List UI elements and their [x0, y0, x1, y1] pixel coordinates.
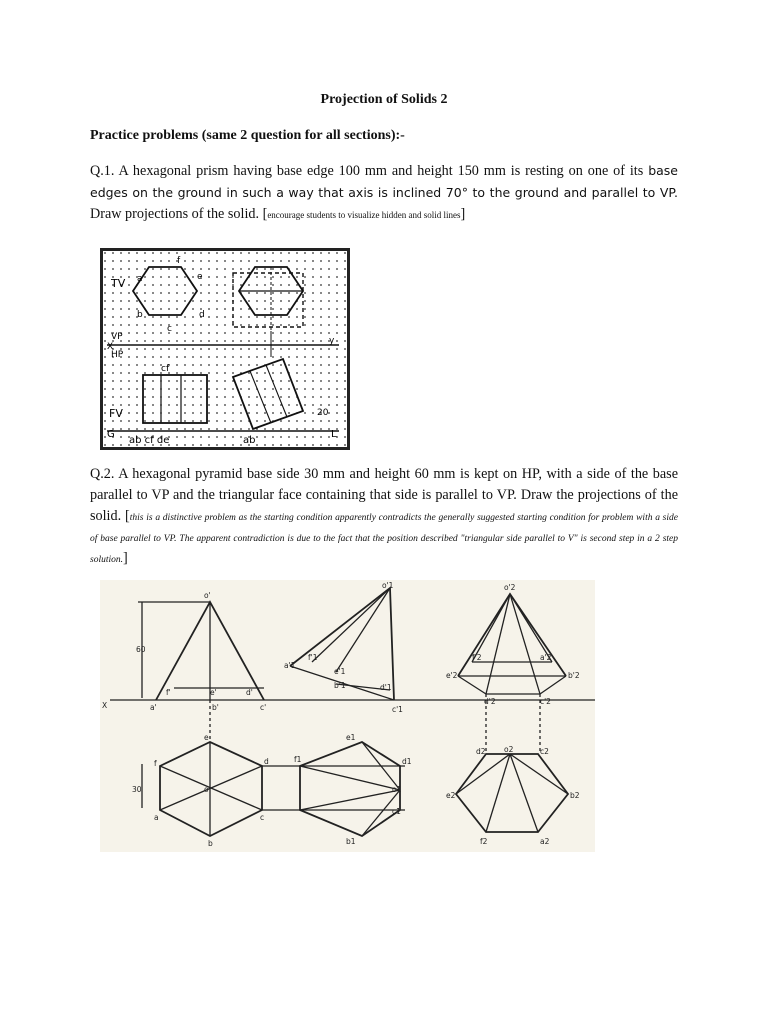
question-1: [90, 160, 678, 226]
label-o: o: [204, 785, 209, 794]
label-d-prime: d': [246, 688, 253, 697]
label-a: a: [154, 813, 159, 822]
label-o2: o2: [504, 745, 514, 754]
prism-projection-drawing: [103, 251, 347, 447]
question-1-text-1: Q.1. A hexagonal prism having base edge 100 mm and height 150 mm is resting on one of its: [90, 163, 649, 179]
label-c: c: [260, 813, 265, 822]
label-e: e: [197, 272, 203, 282]
label-d1-prime: d'1: [380, 683, 392, 692]
label-e-prime: e': [210, 688, 217, 697]
label-fv: FV: [109, 407, 123, 420]
question-2-note: this is a distinctive problem as the starting condition apparently contradicts the generally suggested starting condition for problem with a side of base parallel to VP. The apparent contradiction is due to the fact that the position described "triangular side parallel to V" is second step in a 2 step solution.: [90, 513, 678, 565]
label-c1: c1: [392, 807, 401, 816]
label-o1: o1: [392, 785, 402, 794]
label-d2-prime: d'2: [484, 697, 496, 706]
label-f-prime: f': [166, 688, 171, 697]
label-e2: e2: [446, 791, 456, 800]
label-e2-prime: e'2: [446, 671, 458, 680]
label-a2: a2: [540, 837, 550, 846]
label-a-prime: a': [150, 703, 157, 712]
label-d: d: [199, 310, 205, 320]
pyramid-projection-figure: [100, 580, 595, 852]
label-o1-prime: o'1: [382, 581, 394, 590]
label-20: 20: [317, 408, 329, 418]
label-vp: VP: [111, 332, 123, 342]
question-1-note: encourage students to visualize hidden and solid lines: [267, 210, 461, 220]
label-f2-prime: f'2: [472, 653, 482, 662]
label-f2: f2: [480, 837, 488, 846]
label-hp: HP: [111, 350, 124, 360]
label-tv: TV: [111, 277, 126, 290]
label-f1: f1: [294, 755, 302, 764]
dim-60: 60: [136, 645, 146, 654]
label-g: G: [107, 429, 115, 440]
label-e: e: [204, 733, 209, 742]
question-2: [90, 464, 678, 569]
question-1-close: ]: [460, 206, 466, 222]
question-1-text-3: Draw projections of the solid. [: [90, 206, 268, 222]
label-b1: b1: [346, 837, 356, 846]
label-e1-prime: e'1: [334, 667, 346, 676]
label-bottom-row: ab cf de: [129, 435, 170, 446]
label-b2: b2: [570, 791, 580, 800]
question-1-text-2: base edges on the ground in such a way that axis is inclined 70° to the ground and parallel to VP.: [90, 163, 678, 200]
label-c2-prime: c'2: [540, 697, 551, 706]
label-f: f: [177, 256, 181, 266]
label-y: y: [329, 336, 335, 346]
label-b-prime: b': [212, 703, 219, 712]
label-f: f: [154, 759, 157, 768]
dim-30: 30: [132, 785, 142, 794]
label-bottom-ab: ab: [243, 435, 256, 446]
label-d2: d2: [476, 747, 486, 756]
section-subtitle: Practice problems (same 2 question for all sections):-: [90, 128, 405, 143]
label-b: b: [137, 310, 143, 320]
label-f1-prime: f'1: [308, 653, 318, 662]
label-a1-prime: a'1: [284, 661, 296, 670]
label-e1: e1: [346, 733, 356, 742]
label-x: X: [102, 701, 108, 710]
question-2-close: ]: [123, 550, 128, 566]
label-d: d: [264, 757, 269, 766]
label-c: c: [167, 324, 172, 334]
label-c-prime: c': [260, 703, 267, 712]
label-o-prime: o': [204, 591, 211, 600]
label-d1: d1: [402, 757, 412, 766]
label-x: X: [107, 342, 114, 352]
label-b: b: [208, 839, 213, 848]
prism-projection-figure: [100, 248, 350, 450]
label-l: L: [331, 429, 337, 440]
label-o2-prime: o'2: [504, 583, 516, 592]
label-a: a: [137, 274, 143, 284]
label-c2: c2: [540, 747, 549, 756]
label-b1-prime: b'1: [334, 681, 346, 690]
label-cf: cf: [161, 364, 170, 374]
label-c1-prime: c'1: [392, 705, 403, 714]
page-title: Projection of Solids 2: [320, 92, 448, 107]
pyramid-projection-drawing: [100, 580, 595, 852]
label-b2-prime: b'2: [568, 671, 580, 680]
label-a2-prime: a'2: [540, 653, 552, 662]
question-2-text: Q.2. A hexagonal pyramid base side 30 mm and height 60 mm is kept on HP, with a side of the base parallel to VP and the triangular face containing that side is parallel to VP. Draw the projections of the solid. [: [90, 466, 678, 524]
